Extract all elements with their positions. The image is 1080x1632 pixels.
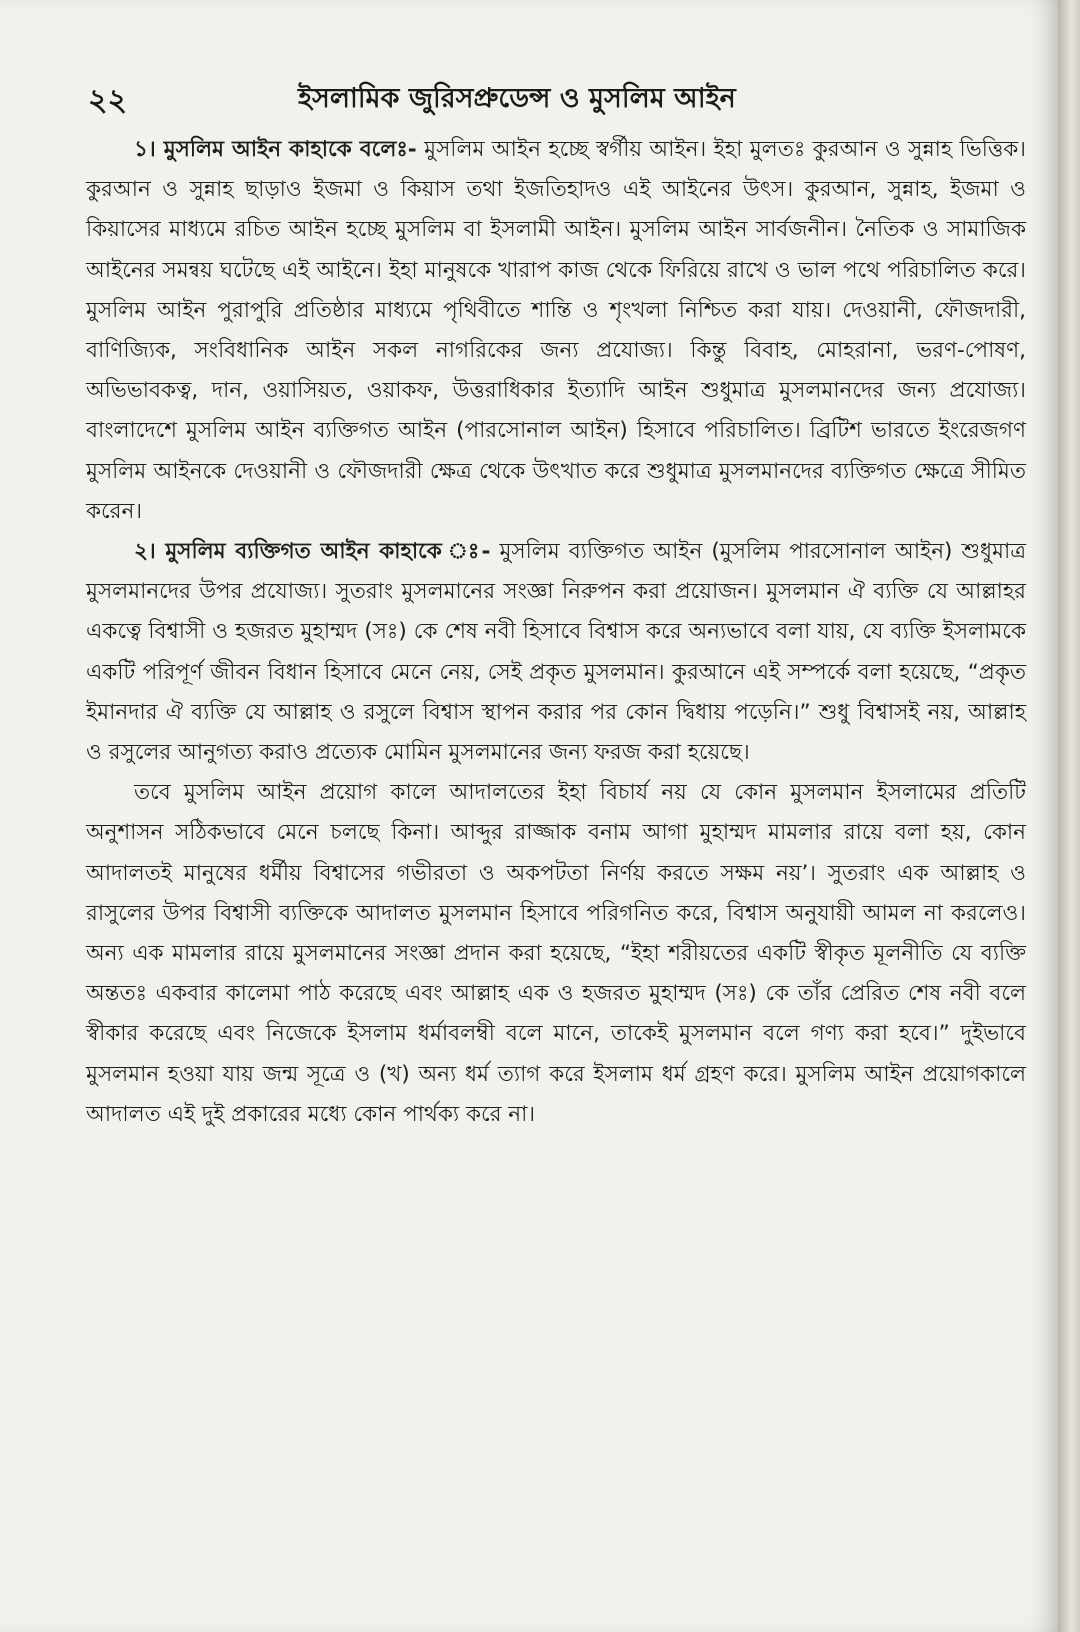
page-header [88,76,1018,122]
page-number: ২২ [88,83,128,118]
paragraph-text: মুসলিম ব্যক্তিগত আইন (মুসলিম পারসোনাল আইন) শুধুমাত্র মুসলমানদের উপর প্রযোজ্য। সুতরাং মুসলমানের সংজ্ঞা নিরুপন করা প্রয়োজন। মুসলমান ঐ ব্যক্তি যে আল্লাহর একত্বে বিশ্বাসী ও হজরত মুহাম্মদ (সঃ) কে শেষ নবী হিসাবে বিশ্বাস করে অন্যভাবে বলা যায়, যে ব্যক্তি ইসলামকে একটি পরিপূর্ণ জীবন বিধান হিসাবে মেনে নেয়, সেই প্রকৃত মুসলমান। কুরআনে এই সম্পর্কে বলা হয়েছে, “প্রকৃত ইমানদার ঐ ব্যক্তি যে আল্লাহ ও রসুলে বিশ্বাস স্থাপন করার পর কোন দ্বিধায় পড়েনি।” শুধু বিশ্বাসই নয়, আল্লাহ ও রসুলের আনুগত্য করাও প্রত্যেক মোমিন মুসলমানের জন্য ফরজ করা হয়েছে। [86,539,1026,766]
paragraph-heading: ২। মুসলিম ব্যক্তিগত আইন কাহাকে ঃ- [134,539,491,565]
paragraph-text: মুসলিম আইন হচ্ছে স্বর্গীয় আইন। ইহা মুলতঃ কুরআন ও সুন্নাহ ভিত্তিক। কুরআন ও সুন্নাহ ছাড়াও ইজমা ও কিয়াস তথা ইজতিহাদও এই আইনের উৎস। কুরআন, সুন্নাহ, ইজমা ও কিয়াসের মাধ্যমে রচিত আইন হচ্ছে মুসলিম বা ইসলামী আইন। মুসলিম আইন সার্বজনীন। নৈতিক ও সামাজিক আইনের সমন্বয় ঘটেছে এই আইনে। ইহা মানুষকে খারাপ কাজ থেকে ফিরিয়ে রাখে ও ভাল পথে পরিচালিত করে। মুসলিম আইন পুরাপুরি প্রতিষ্ঠার মাধ্যমে পৃথিবীতে শান্তি ও শৃংখলা নিশ্চিত করা যায়। দেওয়ানী, ফৌজদারী, বাণিজ্যিক, সংবিধানিক আইন সকল নাগরিকের জন্য প্রযোজ্য। কিন্তু বিবাহ, মোহরানা, ভরণ-পোষণ, অভিভাবকত্ব, দান, ওয়াসিয়ত, ওয়াকফ, উত্তরাধিকার ইত্যাদি আইন শুধুমাত্র মুসলমানদের জন্য প্রযোজ্য। বাংলাদেশে মুসলিম আইন ব্যক্তিগত আইন (পারসোনাল আইন) হিসাবে পরিচালিত। ব্রিটিশ ভারতে ইংরেজগণ মুসলিম আইনকে দেওয়ানী ও ফৌজদারী ক্ষেত্র থেকে উৎখাত করে শুধুমাত্র মুসলমানদের ব্যক্তিগত ক্ষেত্রে সীমিত করেন। [86,137,1026,524]
paragraph-muslim-law-definition [86,130,1026,532]
paragraph-personal-law [86,532,1026,773]
body-text [86,130,1026,1135]
running-title: ইসলামিক জুরিসপ্রুডেন্স ও মুসলিম আইন [298,83,736,114]
book-gutter [1058,0,1080,1632]
paragraph-court-application [86,773,1026,1135]
paragraph-heading: ১। মুসলিম আইন কাহাকে বলেঃ- [134,137,417,162]
paragraph-text: তবে মুসলিম আইন প্রয়োগ কালে আদালতের ইহা বিচার্য নয় যে কোন মুসলমান ইসলামের প্রতিটি অনুশাসন সঠিকভাবে মেনে চলছে কিনা। আব্দুর রাজ্জাক বনাম আগা মুহাম্মদ মামলার রায়ে বলা হয়, কোন আদালতই মানুষের ধর্মীয় বিশ্বাসের গভীরতা ও অকপটতা নির্ণয় করতে সক্ষম নয়’। সুতরাং এক আল্লাহ ও রাসুলের উপর বিশ্বাসী ব্যক্তিকে আদালত মুসলমান হিসাবে পরিগনিত করে, বিশ্বাস অনুযায়ী আমল না করলেও। অন্য এক মামলার রায়ে মুসলমানের সংজ্ঞা প্রদান করা হয়েছে, “ইহা শরীয়তের একটি স্বীকৃত মূলনীতি যে ব্যক্তি অন্ততঃ একবার কালেমা পাঠ করেছে এবং আল্লাহ এক ও হজরত মুহাম্মদ (সঃ) কে তাঁর প্রেরিত শেষ নবী বলে স্বীকার করেছে এবং নিজেকে ইসলাম ধর্মাবলম্বী বলে মানে, তাকেই মুসলমান বলে গণ্য করা হবে।” দুইভাবে মুসলমান হওয়া যায় জন্ম সূত্রে ও (খ) অন্য ধর্ম ত্যাগ করে ইসলাম ধর্ম গ্রহণ করে। মুসলিম আইন প্রয়োগকালে আদালত এই দুই প্রকারের মধ্যে কোন পার্থক্য করে না। [86,780,1026,1127]
